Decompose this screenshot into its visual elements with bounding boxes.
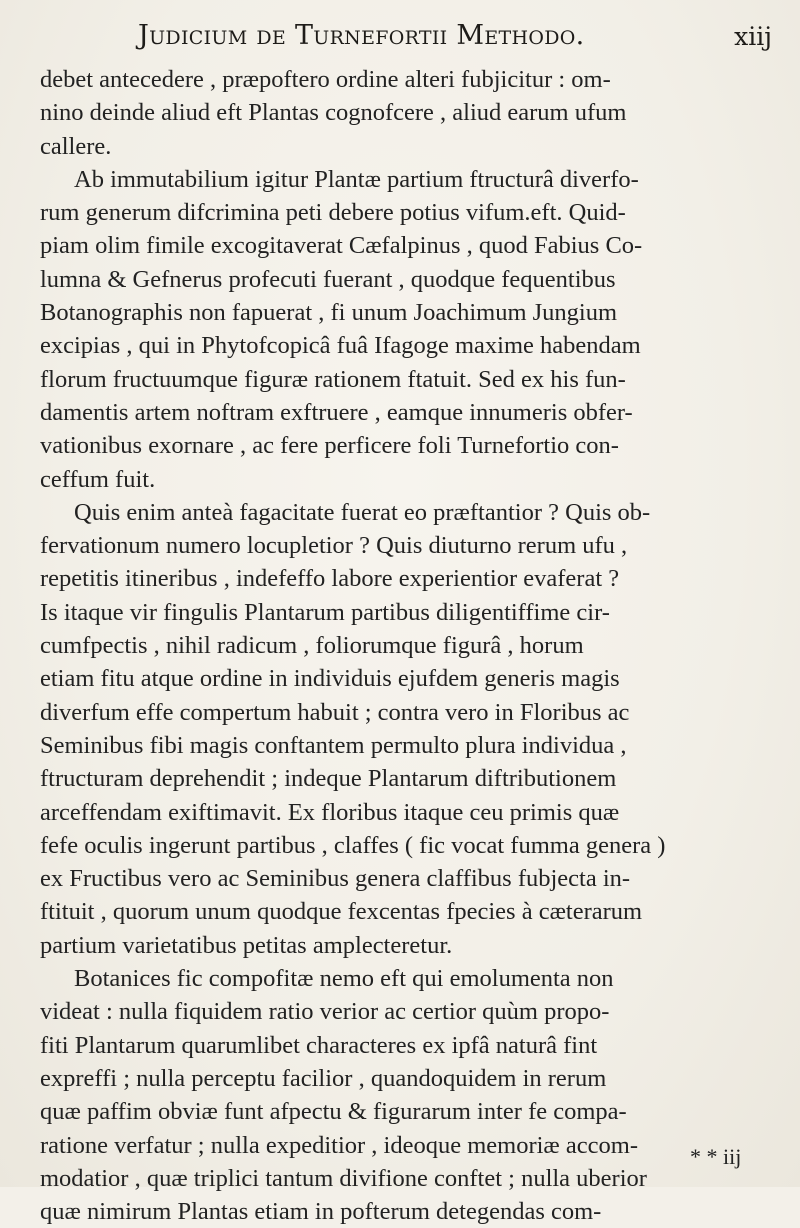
text-line: cumfpectis , nihil radicum , foliorumque figurâ , horum: [40, 632, 584, 660]
text-line: ratione verfatur ; nulla expeditior , ideoque memoriæ accom-: [40, 1131, 638, 1159]
text-line: damentis artem noftram exftruere , eamque innumeris obfer-: [40, 398, 633, 426]
text-line: debet antecedere , præpoftero ordine alteri fubjicitur : om-: [40, 66, 611, 93]
text-line: Botanices fic compofitæ nemo eft qui emolumenta non: [74, 965, 614, 993]
text-line: diverfum effe compertum habuit ; contra vero in Floribus ac: [40, 698, 630, 726]
text-line: ceffum fuit.: [40, 465, 156, 493]
text-line: expreffi ; nulla perceptu facilior , quandoquidem in rerum: [40, 1064, 607, 1092]
page-number: xiij: [734, 22, 772, 51]
text-line: ex Fructibus vero ac Seminibus genera claffibus fubjecta in-: [40, 865, 631, 893]
text-line: nino deinde aliud eft Plantas cognofcere , aliud earum ufum: [40, 99, 627, 127]
text-line: quæ paffim obviæ funt afpectu & figurarum inter fe compa-: [40, 1098, 627, 1126]
text-line: Botanographis non fapuerat , fi unum Joachimum Jungium: [40, 299, 618, 327]
page-header: [138, 20, 780, 60]
text-line: repetitis itineribus , indefeffo labore experientior evaferat ?: [40, 565, 620, 593]
text-line: etiam fitu atque ordine in individuis ejufdem generis magis: [40, 665, 620, 693]
text-line: excipias , qui in Phytofcopicâ fuâ Ifagoge maxime habendam: [40, 332, 641, 360]
text-line: fefe oculis ingerunt partibus , claffes ( fic vocat fumma genera ): [40, 831, 666, 859]
text-line: Quis enim anteà fagacitate fuerat eo præftantior ? Quis ob-: [74, 498, 651, 526]
text-line: florum fructuumque figuræ rationem ftatuit. Sed ex his fun-: [40, 365, 626, 393]
body-text: [40, 63, 770, 1228]
text-line: ftituit , quorum unum quodque fexcentas fpecies à cæterarum: [40, 898, 643, 926]
text-line: videat : nulla fiquidem ratio verior ac certior quùm propo-: [40, 998, 610, 1026]
text-line: quæ nimirum Plantas etiam in pofterum detegendas com-: [40, 1198, 602, 1226]
text-line: partium varietatibus petitas amplecteretur.: [40, 931, 453, 959]
text-line: piam olim fimile excogitaverat Cæfalpinus , quod Fabius Co-: [40, 232, 643, 260]
text-line: arceffendam exiftimavit. Ex floribus itaque ceu primis quæ: [40, 798, 620, 826]
text-line: callere.: [40, 132, 112, 160]
text-line: rum generum difcrimina peti debere potius vifum.eft. Quid-: [40, 199, 626, 227]
text-line: lumna & Gefnerus profecuti fuerant , quodque fequentibus: [40, 265, 616, 293]
text-line: fiti Plantarum quarumlibet characteres ex ipfâ naturâ fint: [40, 1031, 598, 1059]
text-line: Is itaque vir fingulis Plantarum partibus diligentiffime cir-: [40, 598, 610, 626]
text-line: Seminibus fibi magis conftantem permulto plura individua ,: [40, 731, 627, 759]
signature-mark: * * iij: [690, 1144, 742, 1169]
text-line: fervationum numero locupletior ? Quis diuturno rerum ufu ,: [40, 532, 628, 560]
text-line: Ab immutabilium igitur Plantæ partium ftructurâ diverfo-: [74, 165, 639, 193]
text-line: ftructuram deprehendit ; indeque Plantarum diftributionem: [40, 765, 617, 793]
text-line: vationibus exornare , ac fere perficere foli Turnefortio con-: [40, 432, 619, 460]
text-line: modatior , quæ triplici tantum divifione conftet ; nulla uberior: [40, 1164, 647, 1192]
running-title: Judicium de Turnefortii Methodo.: [138, 20, 585, 51]
